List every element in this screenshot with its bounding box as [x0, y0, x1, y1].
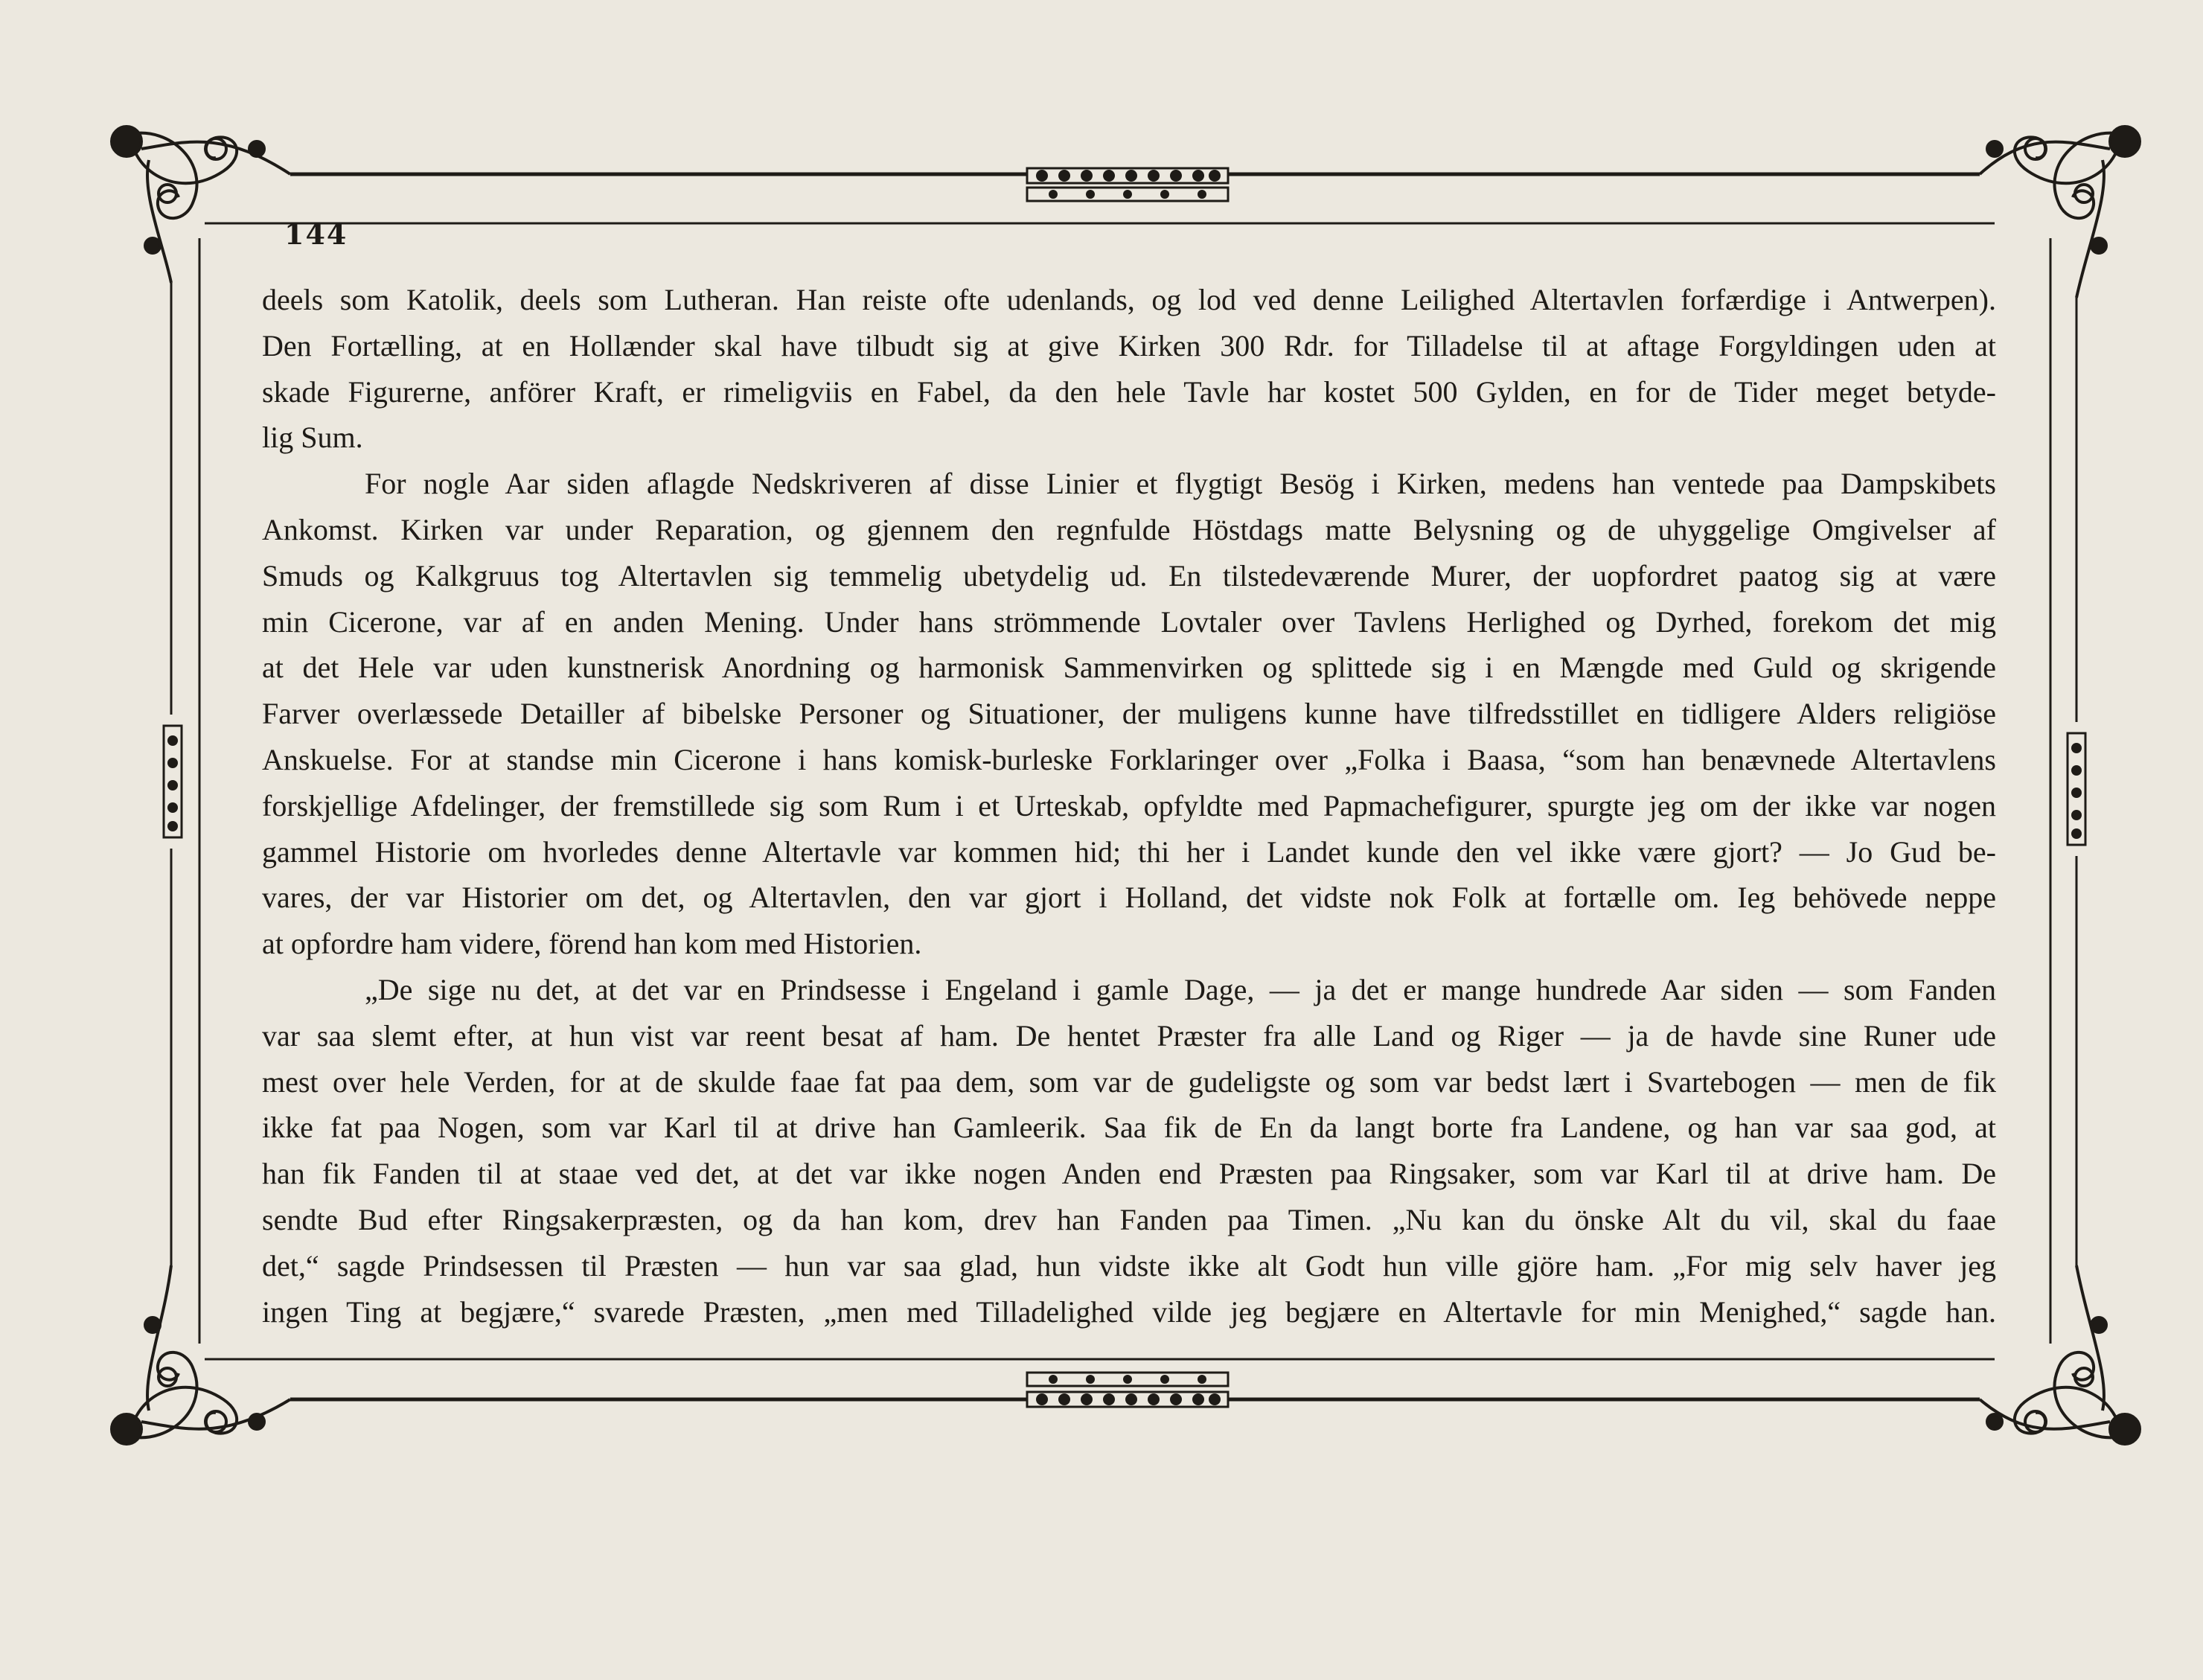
left-side-ornament [164, 726, 182, 837]
text-line: mest over hele Verden, for at de skulde faae fat paa dem, som var de gudeligste og som var bedst lært i Svartebogen — men de fik [262, 1064, 1996, 1099]
text-line: Farver overlæssede Detailler af bibelske Personer og Situationer, der muligens kunne have tilfredsstillet en tidligere Alders religiöse [262, 697, 1996, 731]
corner-ornament-top-right [1980, 127, 2140, 298]
text-line: forskjellige Afdelinger, der fremstillede sig som Rum i et Urteskab, opfyldte med Papmachefigurer, spurgte jeg om der ikke var nogen [262, 788, 1996, 823]
text-line: sendte Bud efter Ringsakerpræsten, og da han kom, drev han Fanden paa Timen. „Nu kan du önske Alt du vil, skal du faae [262, 1202, 1996, 1236]
text-line: ikke fat paa Nogen, som var Karl til at drive han Gamleerik. Saa fik de En da langt borte fra Landene, og han var saa god, at [262, 1111, 1996, 1145]
text-line: min Cicerone, var af en anden Mening. Under hans strömmende Lovtaler over Tavlens Herlighed og Dyrhed, forekom det mig [262, 604, 1996, 639]
text-line: gammel Historie om hvorledes denne Altertavle var kommen hid; thi her i Landet kunde den vel ikke være gjort? — Jo Gud be- [262, 834, 1996, 869]
top-center-ornament [1027, 168, 1228, 201]
right-side-ornament [2068, 733, 2085, 845]
text-line: Ankomst. Kirken var under Reparation, og gjennem den regnfulde Höstdags matte Belysning og de uhyggelige Omgivelser af [262, 512, 1996, 546]
text-line: For nogle Aar siden aflagde Nedskriveren af disse Linier et flygtigt Besög i Kirken, medens han ventede paa Dampskibets [365, 467, 1996, 501]
text-line: at det Hele var uden kunstnerisk Anordning og harmonisk Sammenvirken og splittede sig i en Mængde med Guld og skrigende [262, 651, 1996, 685]
text-line: at opfordre ham videre, förend han kom med Historien. [262, 927, 922, 961]
page-number: 144 [284, 217, 348, 251]
bottom-center-ornament [1027, 1373, 1228, 1407]
text-line: var saa slemt efter, at hun vist var reent besat af ham. De hentet Præster fra alle Land og Riger — ja de havde sine Runer ude [262, 1018, 1996, 1053]
text-line: Anskuelse. For at standse min Cicerone i hans komisk-burleske Forklaringer over „Folka i Baasa, “som han benævnede Altertavlens [262, 742, 1996, 776]
text-line: det,“ sagde Prindsessen til Præsten — hun var saa glad, hun vidste ikke alt Godt hun ville gjöre ham. „For mig selv haver jeg [262, 1248, 1996, 1283]
text-line: vares, der var Historier om det, og Altertavlen, den var gjort i Holland, det vidste nok Folk at fortælle om. Ieg behövede neppe [262, 881, 1996, 915]
corner-ornament-top-left [112, 127, 290, 283]
text-line: deels som Katolik, deels som Lutheran. Han reiste ofte udenlands, og lod ved denne Leilighed Altertavlen forfærdige i Antwerpen). [262, 283, 1996, 316]
text-line: skade Figurerne, anförer Kraft, er rimeligviis en Fabel, da den hele Tavle har kostet 500 Gylden, en for de Tider meget betyde- [262, 374, 1996, 409]
text-line: han fik Fanden til at staae ved det, at det var ikke nogen Anden end Præsten paa Ringsaker, som var Karl til at drive ham. De [262, 1157, 1996, 1191]
text-line: lig Sum. [262, 421, 363, 455]
text-line: Smuds og Kalkgruus tog Altertavlen sig temmelig ubetydelig ud. En tilstedeværende Murer, der uopfordret paatog sig at være [262, 558, 1996, 593]
body-text [262, 277, 1996, 1335]
text-line: Den Fortælling, at en Hollænder skal have tilbudt sig at give Kirken 300 Rdr. for Tilladelse til at aftage Forgyldingen uden at [262, 328, 1996, 362]
corner-ornament-bottom-right [1980, 1265, 2140, 1444]
text-line: ingen Ting at begjære,“ svarede Præsten, „men med Tilladelighed vilde jeg begjære en Altertavle for min Menighed,“ sagde han. [262, 1294, 1996, 1329]
text-line: „De sige nu det, at det var en Prindsesse i Engeland i gamle Dage, — ja det er mange hundrede Aar siden — som Fanden [365, 972, 1996, 1006]
